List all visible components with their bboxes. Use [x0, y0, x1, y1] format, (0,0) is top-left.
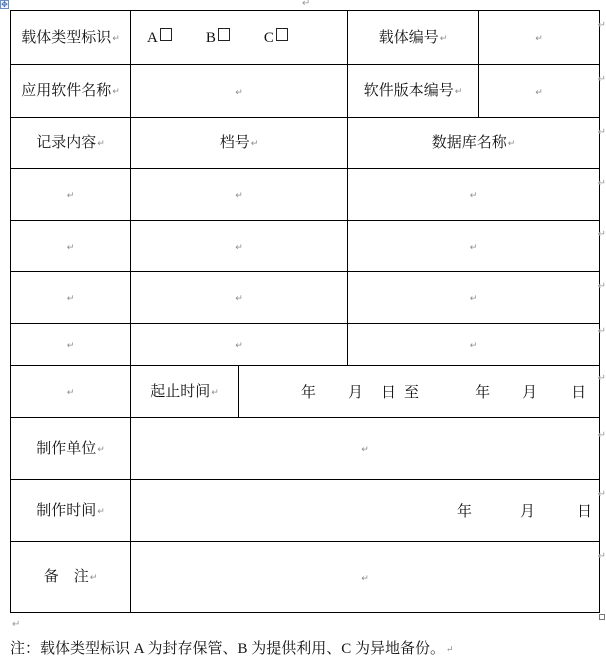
production-time-label-cell — [11, 480, 131, 542]
start-year-unit: 年 — [301, 382, 317, 401]
option-c-checkbox[interactable] — [276, 28, 288, 41]
remarks-label: 备 注 — [43, 567, 89, 585]
production-time-value-cell[interactable] — [131, 480, 600, 542]
database-name-cell[interactable] — [348, 324, 600, 366]
paragraph-mark-icon: ↵ — [89, 573, 98, 583]
paragraph-mark-icon: ↵ — [97, 139, 105, 149]
row-end-mark-icon: ↵ — [597, 178, 606, 189]
paragraph-mark-icon: ↵ — [454, 87, 463, 97]
production-day-unit: 日 — [577, 501, 593, 520]
paragraph-mark-icon: ↵ — [469, 341, 478, 351]
paragraph-mark-icon: ↵ — [112, 87, 120, 97]
paragraph-mark-icon: ↵ — [66, 294, 75, 304]
option-a[interactable] — [147, 28, 172, 47]
remarks-value-cell[interactable] — [131, 542, 600, 613]
paragraph-mark-icon: ↵ — [469, 242, 478, 253]
table-row — [11, 118, 600, 169]
database-name-cell[interactable] — [348, 221, 600, 272]
row-end-mark-icon: ↵ — [597, 127, 606, 138]
record-content-label: 记录内容 — [36, 133, 97, 151]
row-end-mark-icon: ↵ — [597, 489, 606, 500]
app-name-label: 应用软件名称 — [21, 81, 112, 99]
paragraph-mark-icon: ↵ — [250, 139, 259, 149]
database-name-label-cell — [348, 118, 600, 169]
production-year-unit: 年 — [457, 501, 473, 520]
carrier-number-label: 载体编号 — [378, 27, 439, 46]
remarks-label-cell — [11, 542, 131, 613]
paragraph-mark-icon: ↵ — [66, 341, 75, 351]
archive-no-label-cell — [131, 118, 348, 169]
paragraph-mark-icon: ↵ — [66, 388, 75, 398]
archive-no-cell[interactable] — [131, 272, 348, 324]
paragraph-mark-icon: ↵ — [66, 242, 75, 253]
table-row — [11, 366, 600, 418]
app-name-label-cell — [11, 65, 131, 118]
option-b-label: B — [205, 30, 216, 46]
carrier-number-value-cell[interactable] — [479, 11, 600, 65]
carrier-type-label-cell — [11, 11, 131, 65]
period-label: 起止时间 — [150, 381, 211, 400]
table-resize-handle-icon[interactable] — [599, 614, 605, 620]
row-end-mark-icon: ↵ — [597, 229, 606, 240]
row-end-mark-icon: ↵ — [597, 326, 606, 337]
paragraph-mark-icon: ↵ — [97, 506, 105, 517]
start-day-unit: 日 — [381, 382, 397, 401]
archive-no-label: 档号 — [219, 133, 250, 151]
record-content-cell[interactable] — [11, 272, 131, 324]
paragraph-mark-icon: ↵ — [12, 619, 21, 630]
option-b[interactable] — [206, 28, 230, 47]
paragraph-mark-icon: ↵ — [535, 87, 543, 98]
paragraph-mark-icon: ↵ — [235, 341, 243, 351]
production-month-unit: 月 — [520, 501, 536, 520]
producer-label-cell — [11, 418, 131, 480]
paragraph-mark-icon: ↵ — [235, 294, 243, 304]
row-end-mark-icon: ↵ — [597, 281, 606, 292]
paragraph-mark-icon: ↵ — [235, 87, 243, 98]
record-content-cell[interactable] — [11, 221, 131, 272]
table-row — [11, 169, 600, 221]
archive-no-cell[interactable] — [131, 221, 348, 272]
table-row — [11, 65, 600, 118]
record-content-cell[interactable] — [11, 324, 131, 366]
table-row — [11, 272, 600, 324]
table-row — [11, 480, 600, 542]
table-row — [11, 542, 600, 613]
option-b-checkbox[interactable] — [218, 28, 230, 41]
paragraph-mark-icon: ↵ — [535, 34, 543, 44]
end-year-unit: 年 — [475, 382, 491, 401]
row-end-mark-icon: ↵ — [597, 373, 606, 384]
option-a-checkbox[interactable] — [160, 28, 172, 41]
paragraph-mark-icon: ↵ — [235, 242, 243, 253]
table-move-handle-icon[interactable]: ✥ — [1, 0, 8, 9]
table-row — [11, 324, 600, 366]
period-blank-cell[interactable] — [11, 366, 131, 418]
database-name-cell[interactable] — [348, 272, 600, 324]
production-time-label: 制作时间 — [36, 500, 97, 519]
end-day-unit: 日 — [571, 382, 587, 401]
footnote-text: 注：载体类型标识 A 为封存保管、B 为提供利用、C 为异地备份。 — [10, 641, 446, 657]
paragraph-mark-icon: ↵ — [361, 573, 369, 584]
row-end-mark-icon: ↵ — [597, 430, 606, 441]
start-month-unit: 月 — [348, 382, 364, 401]
footnote — [10, 637, 454, 658]
paragraph-mark-icon: ↵ — [361, 445, 369, 455]
table-row — [11, 418, 600, 480]
carrier-record-table — [10, 10, 600, 613]
end-month-unit: 月 — [522, 382, 538, 401]
paragraph-mark-icon: ↵ — [469, 294, 478, 304]
to-label: 至 — [404, 382, 420, 401]
period-dates-cell[interactable] — [239, 366, 600, 418]
row-end-mark-icon: ↵ — [597, 20, 606, 31]
record-content-label-cell — [11, 118, 131, 169]
producer-value-cell[interactable] — [131, 418, 600, 480]
paragraph-mark-icon: ↵ — [439, 33, 448, 44]
paragraph-mark-icon: ↵ — [112, 33, 120, 44]
option-c[interactable] — [264, 28, 288, 47]
option-c-label: C — [263, 30, 274, 46]
paragraph-mark-icon: ↵ — [446, 644, 454, 654]
software-version-label: 软件版本编号 — [363, 81, 454, 99]
paragraph-mark-icon: ↵ — [507, 139, 516, 149]
table-row — [11, 221, 600, 272]
row-end-mark-icon: ↵ — [597, 74, 606, 85]
record-content-cell[interactable] — [11, 169, 131, 221]
carrier-type-label: 载体类型标识 — [21, 27, 112, 46]
app-name-value-cell[interactable] — [131, 65, 348, 118]
producer-label: 制作单位 — [36, 438, 97, 457]
table-row — [11, 11, 600, 65]
paragraph-mark-icon: ↵ — [66, 191, 75, 201]
carrier-number-label-cell — [348, 11, 479, 65]
row-end-mark-icon: ↵ — [597, 551, 606, 562]
paragraph-mark-icon: ↵ — [97, 444, 105, 455]
carrier-type-options-cell — [131, 11, 348, 65]
paragraph-mark-icon: ↵ — [235, 191, 243, 201]
paragraph-mark-icon: ↵ — [302, 0, 311, 9]
software-version-value-cell[interactable] — [479, 65, 600, 118]
database-name-label: 数据库名称 — [431, 133, 507, 151]
paragraph-mark-icon: ↵ — [469, 191, 478, 201]
option-a-label: A — [147, 30, 158, 46]
archive-no-cell[interactable] — [131, 169, 348, 221]
period-label-cell — [131, 366, 239, 418]
archive-no-cell[interactable] — [131, 324, 348, 366]
software-version-label-cell — [348, 65, 479, 118]
database-name-cell[interactable] — [348, 169, 600, 221]
paragraph-mark-icon: ↵ — [211, 387, 219, 398]
